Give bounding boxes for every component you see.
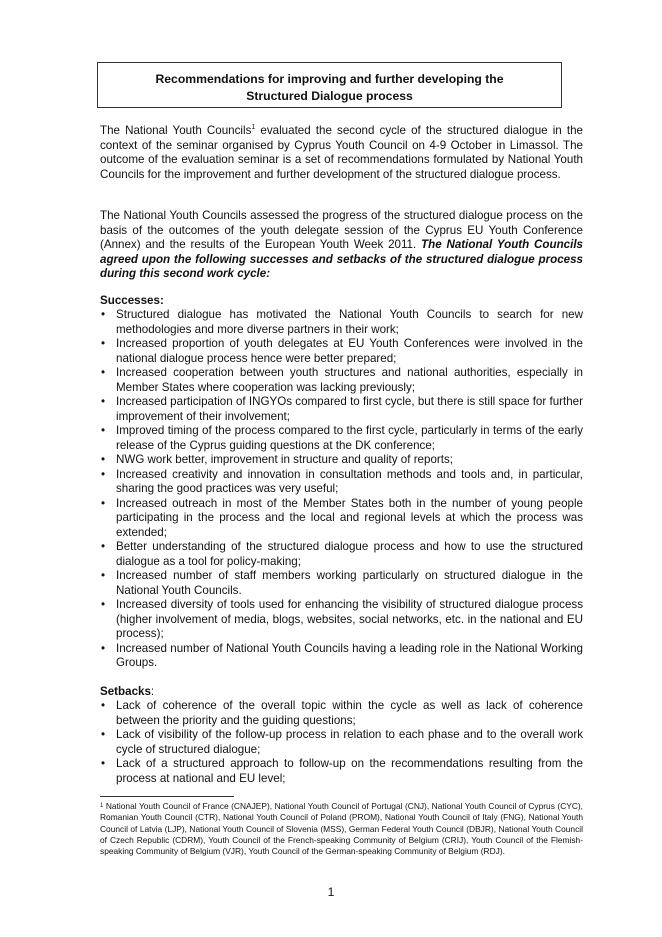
page-number: 1 (327, 885, 335, 899)
bullet-icon: • (101, 395, 106, 408)
successes-item-text: NWG work better, improvement in structure and quality of reports; (116, 453, 453, 466)
intro1-text-start: The National Youth Councils (100, 124, 252, 137)
successes-item-text: Increased creativity and innovation in consultation methods and tools and, in particular, sharing the good practices was very useful; (116, 467, 583, 495)
successes-item (100, 540, 583, 569)
successes-list (100, 308, 583, 671)
setbacks-item-text: Lack of visibility of the follow-up process in relation to each phase and to the overall work cycle of structured dialogue; (116, 728, 583, 756)
title-box (97, 62, 562, 108)
title-line-2: Structured Dialogue process (246, 89, 413, 103)
successes-item-text: Improved timing of the process compared to the first cycle, particularly in terms of the early release of the Cyprus guiding questions at the DK conference; (116, 424, 583, 452)
successes-item (100, 308, 583, 337)
successes-item-text: Increased proportion of youth delegates at EU Youth Conferences were involved in the national dialogue process hence were better prepared; (116, 337, 583, 365)
footnote-reference: 1 (251, 124, 256, 131)
successes-item (100, 642, 583, 671)
successes-item-text: Better understanding of the structured dialogue process and how to use the structured dialogue as a tool for policy-making; (116, 540, 583, 568)
successes-item-text: Increased outreach in most of the Member States both in the number of young people participating in the process and the local and regional levels at which the process was extended; (116, 496, 583, 539)
bullet-icon: • (101, 699, 106, 712)
bullet-icon: • (101, 337, 106, 350)
successes-heading: Successes: (100, 294, 164, 307)
footnote-marker: 1 (100, 803, 104, 809)
successes-item (100, 453, 583, 468)
setbacks-item (100, 728, 583, 757)
successes-item (100, 424, 583, 453)
successes-item-text: Increased number of National Youth Councils having a leading role in the National Working Groups. (116, 641, 583, 669)
setbacks-list (100, 699, 583, 786)
setbacks-item-text: Lack of a structured approach to follow-up on the recommendations resulting from the process at national and EU level; (116, 757, 583, 785)
successes-item-text: Increased cooperation between youth structures and national authorities, especially in Member States where cooperation was lacking previously; (116, 366, 583, 394)
successes-item (100, 366, 583, 395)
setbacks-heading-label: Setbacks (100, 685, 151, 698)
successes-item (100, 497, 583, 541)
setbacks-item (100, 699, 583, 728)
successes-item (100, 598, 583, 642)
successes-item-text: Increased diversity of tools used for enhancing the visibility of structured dialogue process (higher involvement of media, blogs, websites, social networks, etc. in the national and EU process); (116, 598, 583, 640)
intro-paragraph-1 (100, 124, 583, 182)
setbacks-heading-colon: : (150, 685, 155, 698)
bullet-icon: • (101, 366, 106, 379)
setbacks-item (100, 757, 583, 786)
successes-item (100, 468, 583, 497)
bullet-icon: • (101, 598, 106, 611)
bullet-icon: • (101, 496, 106, 510)
setbacks-heading (100, 685, 154, 699)
bullet-icon: • (101, 569, 106, 582)
bullet-icon: • (101, 424, 106, 437)
footnote (100, 801, 583, 857)
intro1-text-end: evaluated the second cycle of the structured dialogue in the context of the seminar organised by Cyprus Youth Council on 4-9 October in Limassol. The outcome of the evaluation seminar is a set of recommendations formulated by National Youth Councils for the improvement and further development of the structured dialogue process. (100, 124, 583, 181)
successes-item (100, 569, 583, 598)
successes-item (100, 395, 583, 424)
successes-item-text: Structured dialogue has motivated the National Youth Councils to search for new methodologies and more diverse partners in their work; (116, 308, 583, 336)
intro-paragraph-2 (100, 209, 583, 282)
bullet-icon: • (101, 641, 106, 655)
bullet-icon: • (101, 467, 106, 481)
bullet-icon: • (101, 453, 106, 466)
successes-item (100, 337, 583, 366)
intro2-bold-text: The National Youth Councils agreed upon the following successes and setbacks of the structured dialogue process during this second work cycle: (100, 238, 583, 280)
successes-item-text: Increased participation of INGYOs compared to first cycle, but there is still space for further improvement of their involvement; (116, 395, 583, 423)
successes-item-text: Increased number of staff members working particularly on structured dialogue in the National Youth Councils. (116, 569, 583, 597)
title-line-1: Recommendations for improving and further developing the (155, 72, 504, 86)
bullet-icon: • (101, 308, 106, 321)
intro2-text: The National Youth Councils assessed the progress of the structured dialogue process on the basis of the outcomes of the youth delegate session of the Cyprus EU Youth Conference (Annex) and the results of the European Youth Week 2011. (100, 209, 583, 251)
setbacks-item-text: Lack of coherence of the overall topic within the cycle as well as lack of coherence between the priority and the guiding questions; (116, 699, 583, 727)
bullet-icon: • (101, 728, 106, 741)
bullet-icon: • (101, 540, 106, 553)
footnote-divider (100, 796, 234, 797)
footnote-text: National Youth Council of France (CNAJEP), National Youth Council of Portugal (CNJ), National Youth Council of Cyprus (CYC), Romanian Youth Council (CTR), National Youth Council of Poland (PROM), National Youth Council of Italy (FNG), National Youth Council of Latvia (LJP), National Youth Council of Slovenia (MSS), German Federal Youth Council (DBJR), National Youth Council of Czech Republic (CDRM), Youth Council of the French-speaking Community of Belgium (CRIJ), Youth Council of the Flemish-speaking Community of Belgium (VJR), Youth Council of the German-speaking Community of Belgium (RDJ). (100, 801, 583, 857)
bullet-icon: • (101, 757, 106, 770)
